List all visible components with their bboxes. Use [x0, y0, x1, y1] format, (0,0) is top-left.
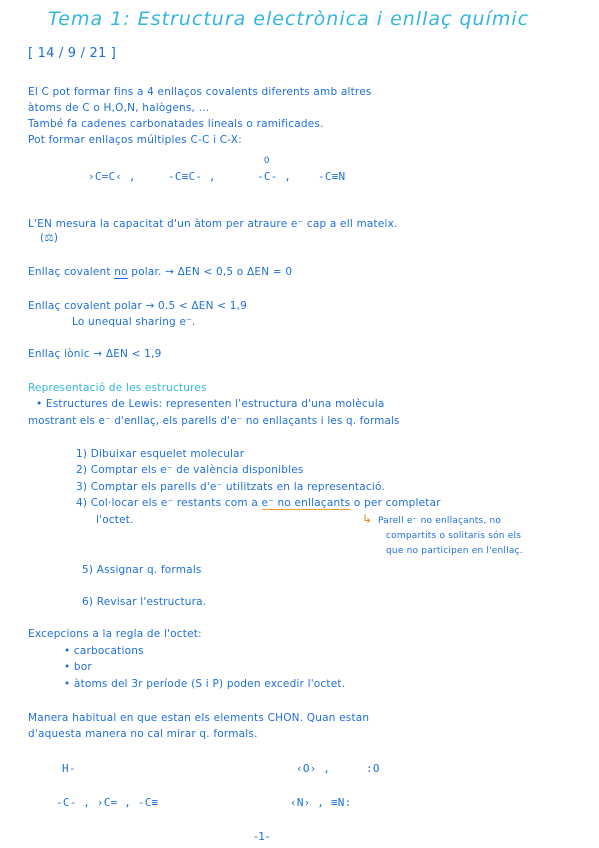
note-line-1: Parell e⁻ no enllaçants, no — [378, 516, 502, 526]
formula-alkene: ›C=C‹ , — [88, 170, 136, 183]
step-4-line-2: l'octet. — [96, 514, 134, 526]
intro-line-4: Pot formar enllaços múltiples C-C i C-X: — [28, 134, 242, 146]
step-4-suffix: o per completar — [350, 497, 441, 509]
formula-carbonyl-oxygen: O — [264, 156, 270, 166]
step-2: 2) Comptar els e⁻ de valència disponibles — [76, 464, 304, 476]
en-definition: L'EN mesura la capacitat d'un àtom per atraure e⁻ cap a ell mateix. — [28, 218, 398, 230]
exception-item-1: • carbocations — [64, 645, 144, 657]
date-label: [ 14 / 9 / 21 ] — [28, 46, 117, 61]
bond-nonpolar — [28, 266, 292, 278]
chon-line-1: Manera habitual en que estan els elements CHON. Quan estan — [28, 712, 370, 724]
exception-item-2: • bor — [64, 661, 92, 673]
step-3: 3) Comptar els parells d'e⁻ utilitzats en la representació. — [76, 481, 385, 493]
intro-line-2: àtoms de C o H,O,N, halògens, ... — [28, 102, 210, 114]
bond-ionic: Enllaç iònic → ΔEN < 1,9 — [28, 348, 162, 360]
representation-heading: Representació de les estructures — [28, 382, 207, 394]
step-4-prefix: 4) Col·locar els e⁻ restants com a — [76, 497, 262, 509]
note-line-3: que no participen en l'enllaç. — [386, 546, 523, 556]
en-scale-icon: (⚖) — [40, 232, 59, 244]
bond-polar: Enllaç covalent polar → 0.5 < ΔEN < 1,9 — [28, 300, 248, 312]
bond-nonpolar-suffix: polar. → ΔEN < 0,5 o ΔEN = 0 — [127, 266, 293, 278]
step-5: 5) Assignar q. formals — [82, 564, 202, 576]
bond-nonpolar-prefix: Enllaç covalent — [28, 266, 115, 278]
step-4 — [76, 497, 441, 509]
chon-oxygen-single: ‹O› , — [296, 762, 331, 775]
intro-line-1: El C pot formar fins a 4 enllaços covalents diferents amb altres — [28, 86, 372, 98]
formula-carbonyl: -C- , — [257, 170, 292, 183]
note-arrow-icon: ↳ — [362, 512, 373, 526]
intro-line-3: També fa cadenes carbonatades lineals o ramificades. — [28, 118, 324, 130]
note-line-2: compartits o solitaris són els — [386, 531, 522, 541]
chon-nitrogen: ‹N› , ≡N: — [290, 796, 352, 809]
lewis-line-1: • Estructures de Lewis: representen l'estructura d'una molècula — [36, 398, 385, 410]
lewis-line-2: mostrant els e⁻ d'enllaç, els parells d'e⁻ no enllaçants i les q. formals — [28, 415, 400, 427]
formula-nitrile: -C≡N — [318, 170, 346, 183]
chon-line-2: d'aquesta manera no cal mirar q. formals. — [28, 728, 258, 740]
chon-oxygen-double: :O — [366, 762, 380, 775]
page-title: Tema 1: Estructura electrònica i enllaç químic — [48, 8, 530, 30]
bond-polar-note: Lo unequal sharing e⁻. — [72, 316, 196, 328]
bond-nonpolar-no: no — [114, 266, 128, 278]
chon-carbon: -C- , ›C= , -C≡ — [56, 796, 159, 809]
step-1: 1) Dibuixar esquelet molecular — [76, 448, 245, 460]
page-number: -1- — [254, 830, 270, 843]
chon-hydrogen: H- — [62, 762, 76, 775]
exceptions-heading: Excepcions a la regla de l'octet: — [28, 628, 202, 640]
formula-alkyne: -C≡C- , — [168, 170, 216, 183]
exception-item-3: • àtoms del 3r període (S i P) poden excedir l'octet. — [64, 678, 346, 690]
step-6: 6) Revisar l'estructura. — [82, 596, 207, 608]
step-4-highlight: e⁻ no enllaçants — [261, 497, 351, 509]
